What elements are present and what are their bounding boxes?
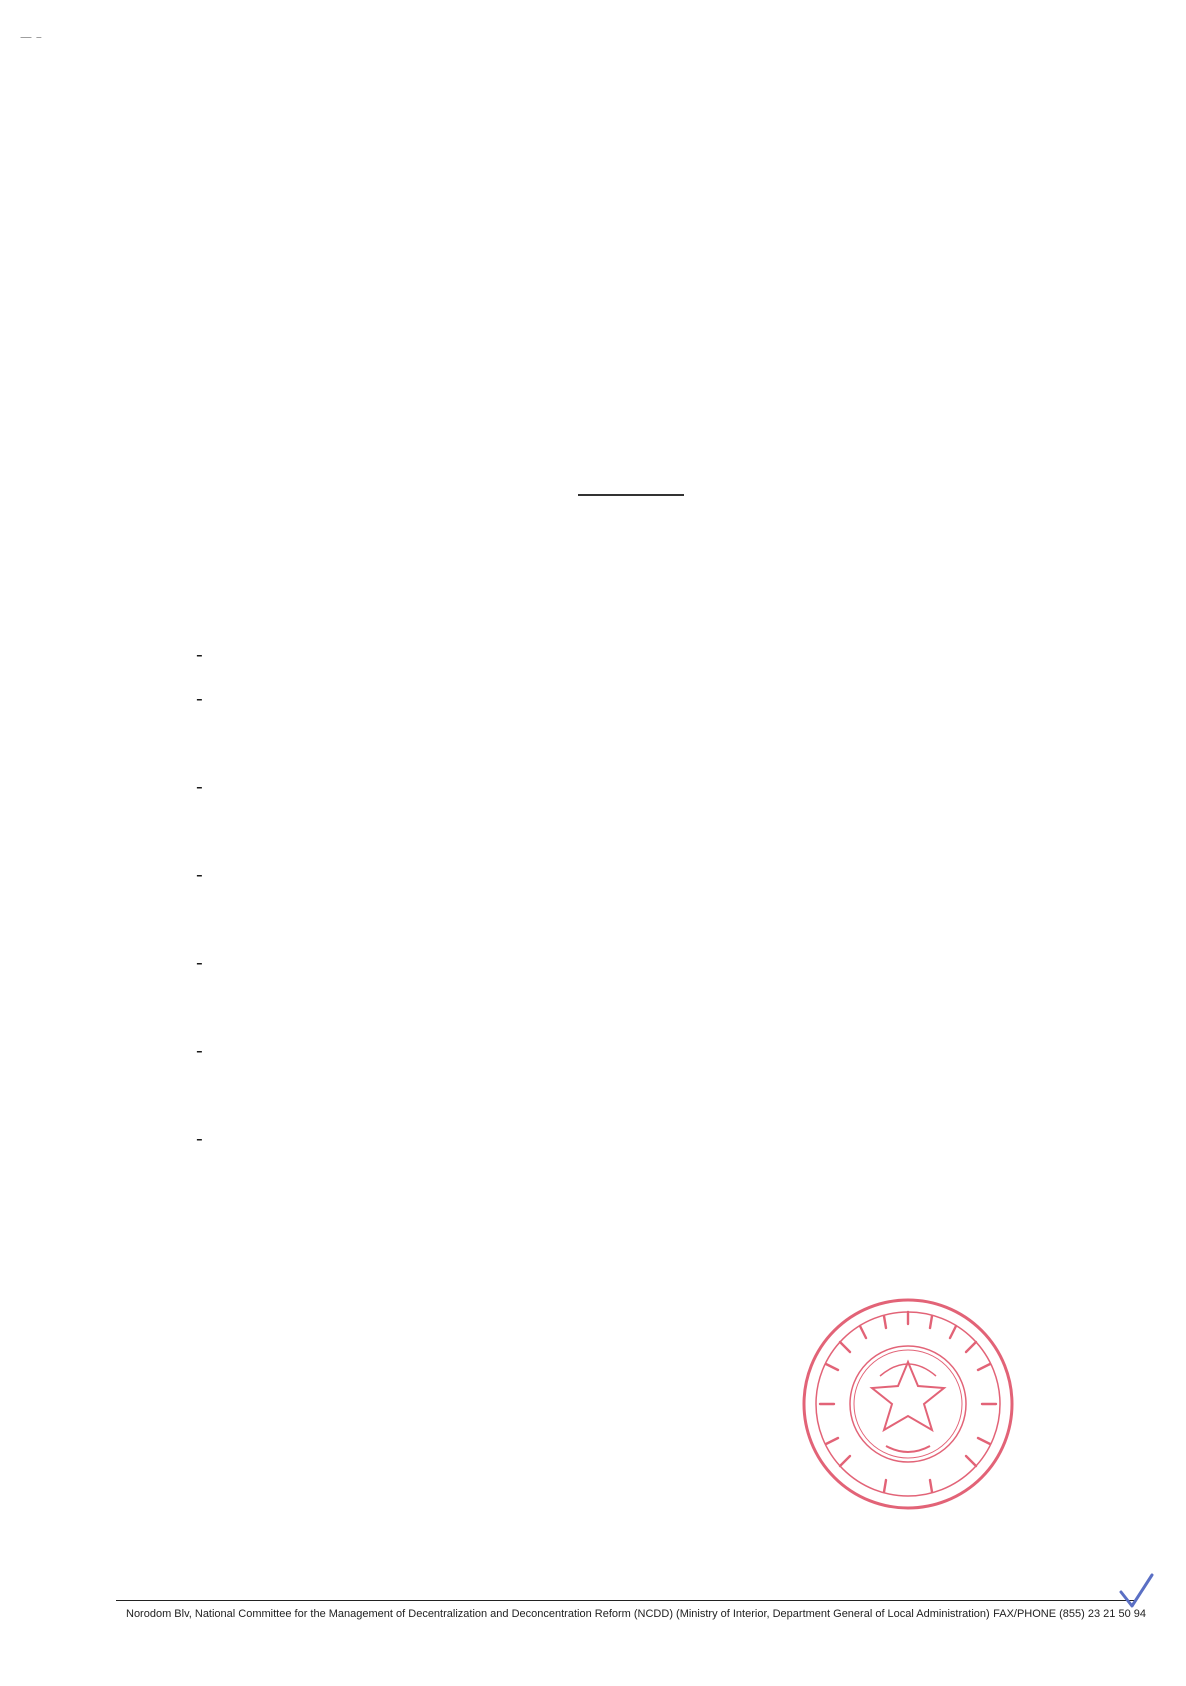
scan-artifact: — – (20, 30, 42, 44)
footer-rule (116, 1600, 1136, 1601)
recital-item (196, 686, 1124, 774)
recital-item (196, 1126, 1124, 1214)
recital-bullet: - (196, 1038, 203, 1062)
checkmark-icon (1118, 1572, 1156, 1612)
recital-bullet: - (196, 950, 203, 974)
issuer-line-1 (110, 112, 490, 148)
recital-bullet: - (196, 642, 203, 666)
footer-fax-phone: FAX/PHONE (855) 23 21 50 94 (993, 1608, 1146, 1620)
recitals-list (196, 642, 1124, 1214)
issuer-block (110, 112, 490, 184)
official-seal-stamp (800, 1296, 1016, 1512)
title-divider (578, 494, 684, 496)
recital-bullet: - (196, 1126, 203, 1150)
recital-item (196, 862, 1124, 950)
footer-block (126, 1606, 1146, 1622)
recital-bullet: - (196, 862, 203, 886)
recital-item (196, 950, 1124, 1038)
recital-bullet: - (196, 774, 203, 798)
recital-bullet: - (196, 686, 203, 710)
recital-item (196, 1038, 1124, 1126)
issuer-line-2 (110, 148, 490, 184)
footer-address-latin: Norodom Blv, National Committee for the Management of Decentralization and Deconcentration Reform (NCDD) (Ministry of Interior, Department General of Local Administration) (126, 1608, 990, 1620)
recital-item (196, 774, 1124, 862)
recital-item (196, 642, 1124, 686)
